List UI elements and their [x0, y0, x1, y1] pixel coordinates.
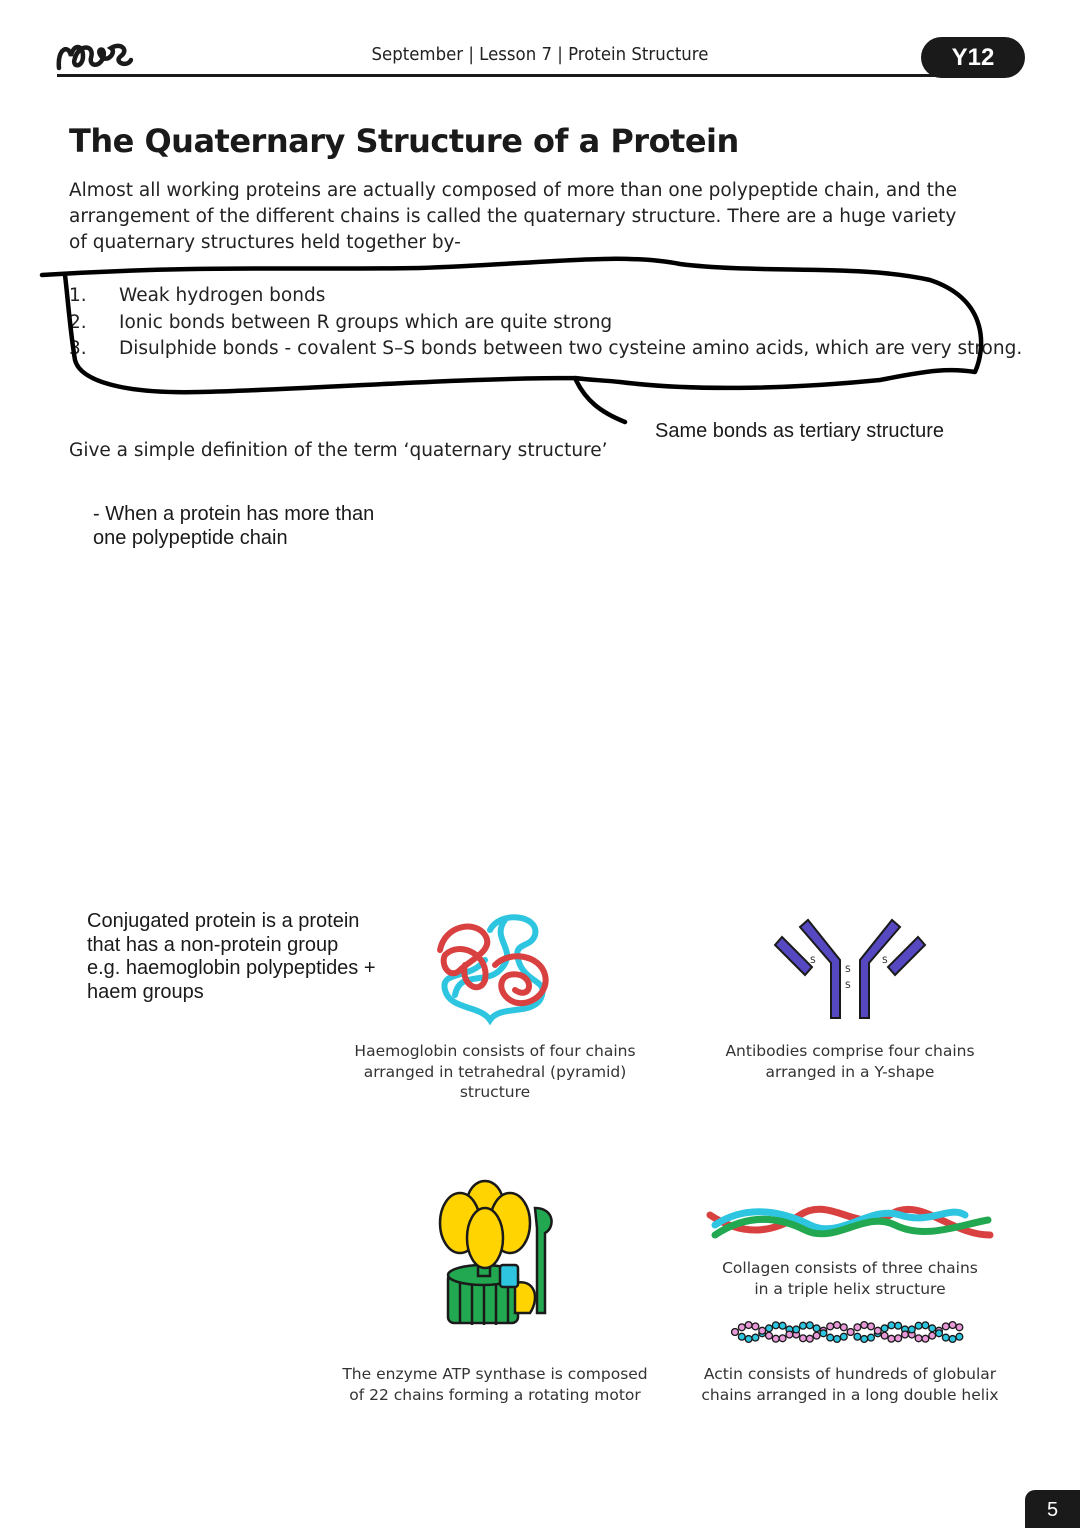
collagen-illustration — [700, 1200, 1000, 1250]
atp-synthase-illustration — [430, 1178, 560, 1328]
actin-bead — [922, 1335, 929, 1342]
disulfide-label: S — [810, 956, 816, 966]
caption-line: Actin consists of hundreds of globular — [703, 1365, 997, 1383]
actin-bead — [834, 1336, 841, 1343]
actin-bead — [840, 1333, 847, 1340]
intro-paragraph: Almost all working proteins are actually composed of more than one polypeptide chain, and the arrangement of the different chains is called the quaternary structure. There are a huge variety of quaternary structures held together by- — [69, 180, 957, 253]
actin-bead — [915, 1335, 922, 1342]
actin-bead — [752, 1334, 759, 1341]
actin-bead — [861, 1336, 868, 1343]
disulfide-label: S — [882, 956, 888, 966]
actin-bead — [847, 1329, 854, 1336]
list-number: 1. — [69, 285, 87, 306]
page-title: The Quaternary Structure of a Protein — [69, 122, 739, 160]
actin-bead — [745, 1336, 752, 1343]
actin-bead — [902, 1331, 909, 1338]
actin-bead — [732, 1329, 739, 1336]
actin-bead — [929, 1325, 936, 1332]
actin-bead — [888, 1322, 895, 1329]
caption-line: The enzyme ATP synthase is composed — [342, 1365, 648, 1383]
actin-bead — [834, 1322, 841, 1329]
actin-bead — [868, 1334, 875, 1341]
question: Give a simple definition of the term ‘quaternary structure’ — [69, 440, 608, 461]
page-number: 5 — [1025, 1490, 1080, 1528]
actin-bead — [827, 1323, 834, 1330]
actin-bead — [752, 1323, 759, 1330]
actin-bead — [806, 1335, 813, 1342]
actin-bead — [745, 1322, 752, 1329]
actin-bead — [759, 1327, 766, 1334]
caption-line: arranged in a Y-shape — [765, 1062, 935, 1081]
handwritten-loop-annotation — [0, 250, 1080, 440]
actin-bead — [738, 1324, 745, 1331]
actin-bead — [908, 1326, 915, 1333]
actin-caption — [700, 1364, 1000, 1405]
haemoglobin-caption — [345, 1041, 645, 1103]
note-line: Conjugated protein is a protein — [87, 910, 360, 932]
actin-bead — [895, 1335, 902, 1342]
actin-bead — [772, 1335, 779, 1342]
actin-bead — [766, 1332, 773, 1339]
actin-bead — [779, 1322, 786, 1329]
actin-bead — [772, 1322, 779, 1329]
list-number: 2. — [69, 311, 87, 333]
actin-bead — [936, 1330, 943, 1337]
actin-bead — [942, 1334, 949, 1341]
actin-bead — [888, 1335, 895, 1342]
answer-line: - When a protein has more than — [93, 503, 375, 525]
actin-bead — [942, 1323, 949, 1330]
actin-bead — [840, 1324, 847, 1331]
disulfide-label: S — [845, 981, 851, 991]
actin-illustration — [730, 1317, 970, 1347]
atp-caption — [335, 1364, 655, 1405]
antibody-caption — [700, 1041, 1000, 1082]
haemoglobin-illustration — [430, 910, 560, 1030]
actin-bead — [854, 1324, 861, 1331]
list-text: Disulphide bonds - covalent S–S bonds between two cysteine amino acids, which are very strong. — [119, 338, 1023, 359]
actin-bead — [868, 1323, 875, 1330]
note-line: e.g. haemoglobin polypeptides + — [87, 957, 376, 979]
caption-line: in a triple helix structure — [754, 1279, 946, 1298]
actin-bead — [738, 1333, 745, 1340]
list-number: 3. — [69, 338, 87, 359]
actin-bead — [895, 1322, 902, 1329]
actin-bead — [779, 1335, 786, 1342]
actin-bead — [949, 1336, 956, 1343]
conjugated-note — [87, 910, 376, 1004]
disulfide-label: S — [845, 965, 851, 975]
actin-bead — [861, 1322, 868, 1329]
caption-line: chains arranged in a long double helix — [701, 1385, 999, 1404]
collagen-caption — [700, 1258, 1000, 1299]
note-line: that has a non-protein group — [87, 933, 339, 956]
actin-bead — [800, 1335, 807, 1342]
actin-bead — [915, 1322, 922, 1329]
actin-bead — [874, 1327, 881, 1334]
caption-line: arranged in tetrahedral (pyramid) — [363, 1062, 627, 1081]
caption-line: Haemoglobin consists of four chains — [354, 1042, 636, 1060]
actin-bead — [820, 1330, 827, 1337]
caption-line: structure — [459, 1083, 531, 1101]
note-line: haem groups — [87, 980, 204, 1003]
actin-bead — [956, 1324, 963, 1331]
actin-bead — [956, 1333, 963, 1340]
actin-bead — [881, 1332, 888, 1339]
actin-bead — [793, 1326, 800, 1333]
caption-line: Antibodies comprise four chains — [725, 1042, 975, 1060]
antibody-illustration — [770, 915, 930, 1025]
list-text: Ionic bonds between R groups which are quite strong — [119, 311, 613, 333]
actin-bead — [786, 1331, 793, 1338]
actin-bead — [827, 1334, 834, 1341]
actin-bead — [881, 1325, 888, 1332]
year-badge: Y12 — [921, 37, 1025, 78]
actin-bead — [806, 1322, 813, 1329]
header-divider — [57, 74, 937, 77]
actin-bead — [766, 1325, 773, 1332]
actin-bead — [854, 1333, 861, 1340]
answer — [93, 502, 374, 550]
actin-bead — [949, 1322, 956, 1329]
actin-bead — [813, 1325, 820, 1332]
answer-line: one polypeptide chain — [93, 527, 288, 549]
actin-bead — [800, 1322, 807, 1329]
actin-bead — [929, 1332, 936, 1339]
handwritten-note: Same bonds as tertiary structure — [655, 420, 945, 442]
list-text: Weak hydrogen bonds — [119, 285, 326, 306]
caption-line: Collagen consists of three chains — [722, 1259, 978, 1277]
breadcrumb: September | Lesson 7 | Protein Structure — [371, 44, 709, 65]
actin-bead — [813, 1332, 820, 1339]
actin-bead — [922, 1322, 929, 1329]
caption-line: of 22 chains forming a rotating motor — [349, 1385, 641, 1404]
